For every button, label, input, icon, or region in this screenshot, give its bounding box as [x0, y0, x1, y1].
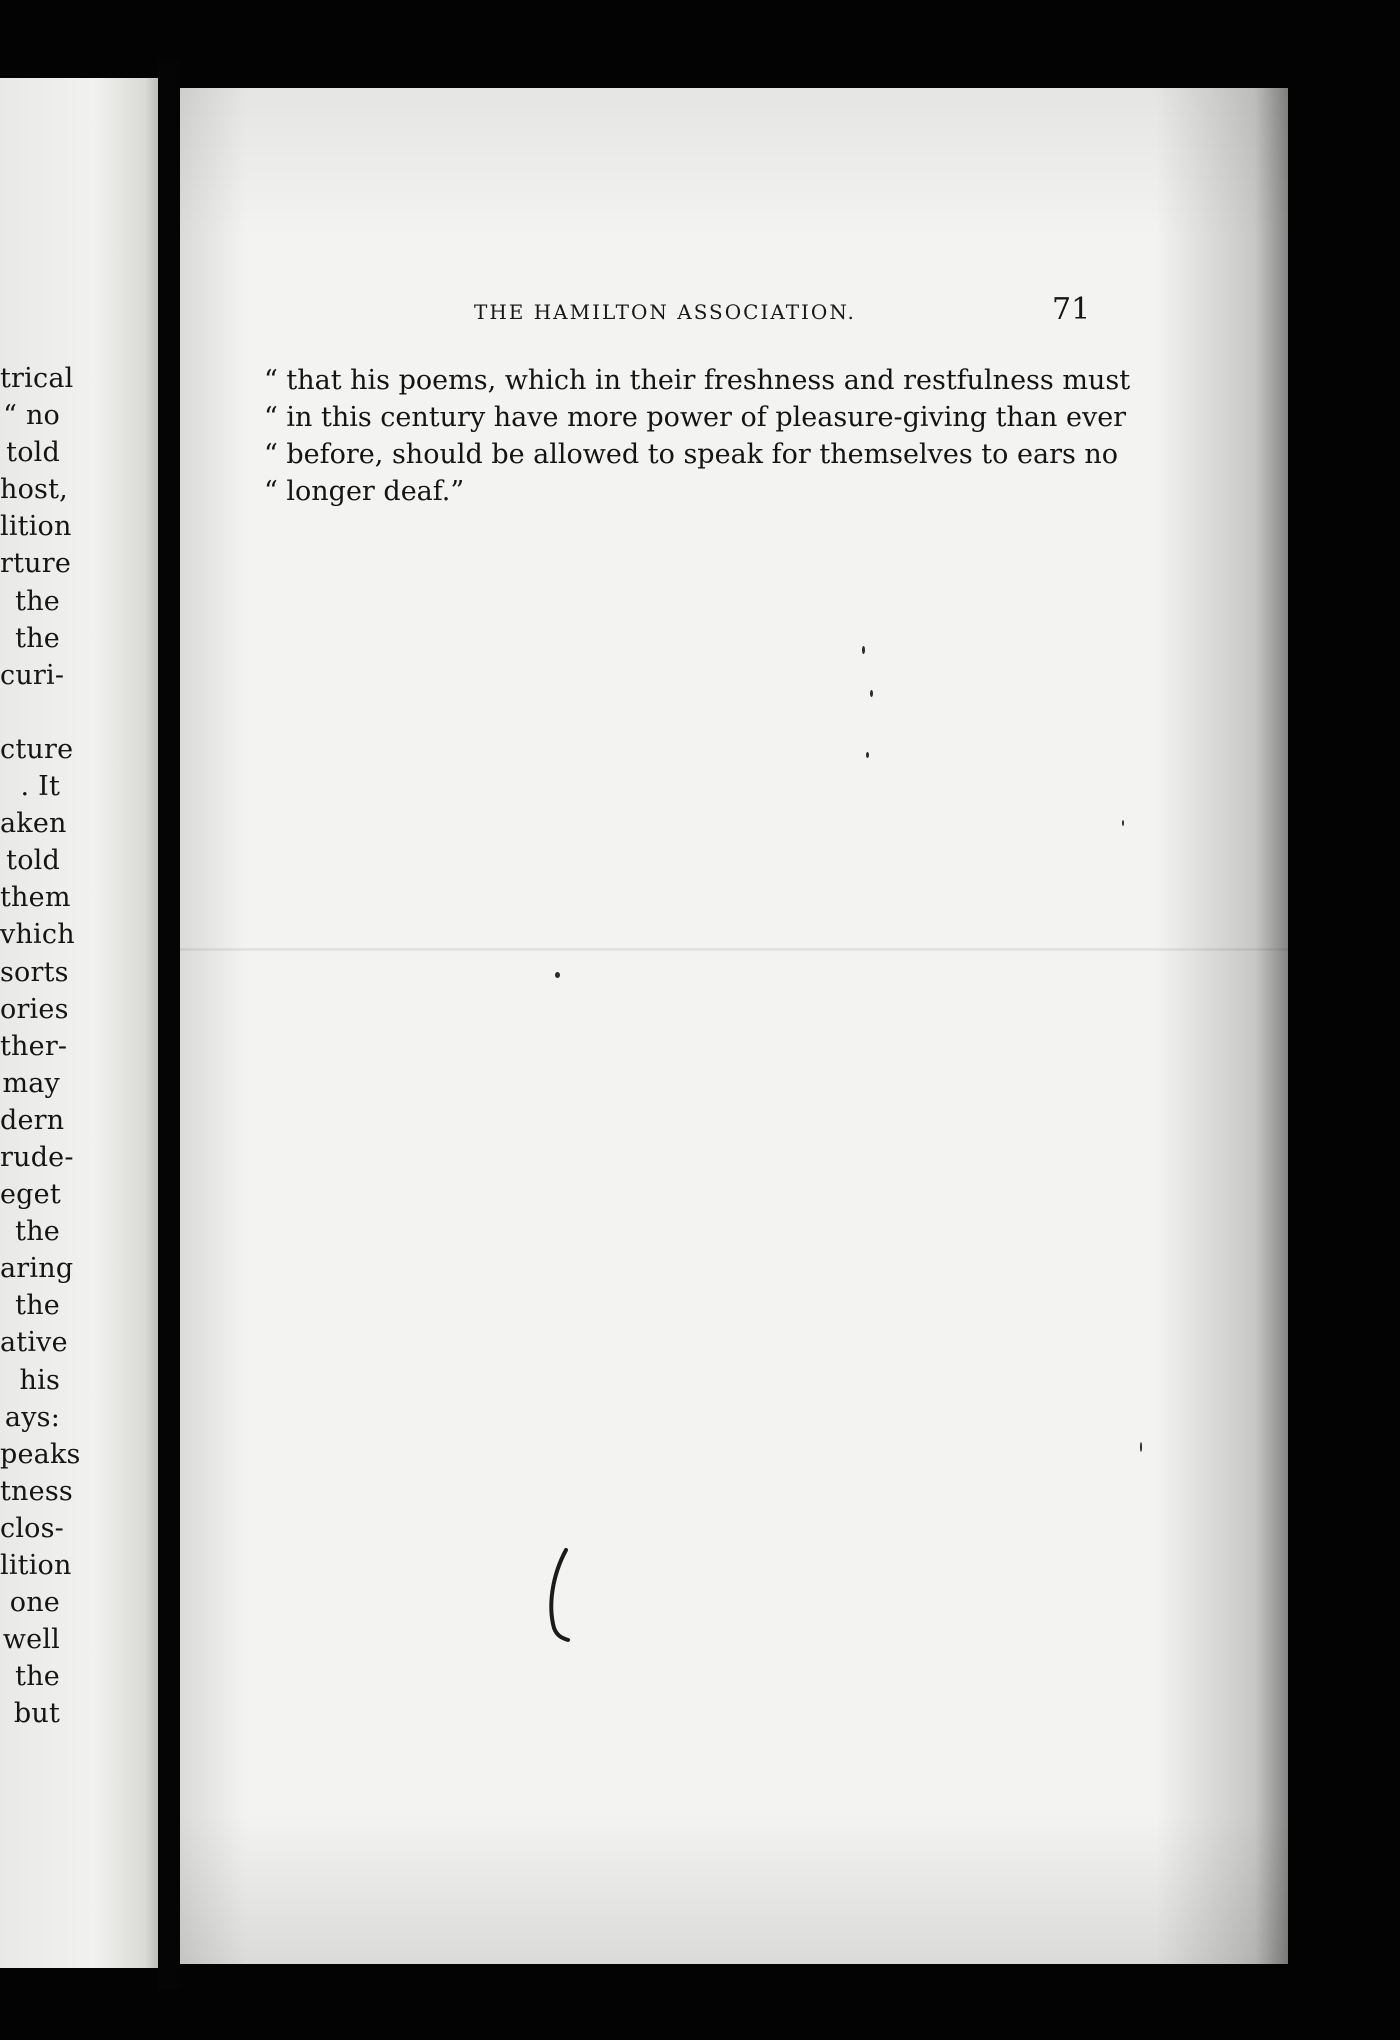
facing-page-line: the: [15, 622, 60, 654]
facing-page-line: trical: [0, 363, 74, 394]
ink-speck: [1140, 1442, 1142, 1452]
facing-page-line: lition: [0, 1550, 72, 1581]
body-line: “ longer deaf.”: [264, 476, 465, 507]
facing-page-line: the: [15, 585, 60, 617]
page-number: 71: [1052, 292, 1091, 327]
page-gutter: [158, 60, 180, 1990]
ink-speck: [1122, 820, 1124, 826]
ink-speck: [870, 690, 873, 697]
facing-page-line: well: [2, 1624, 60, 1656]
facing-page-line: the: [15, 1661, 60, 1693]
facing-page-line: cture: [0, 733, 74, 765]
facing-page-line: rture: [0, 548, 72, 580]
fold-crease: [180, 948, 1288, 951]
facing-page-line: dern: [0, 1104, 65, 1136]
facing-page-line: [0, 694, 60, 731]
facing-page-line: but: [13, 1698, 60, 1730]
body-line: “ in this century have more power of pleasure-giving than ever: [264, 402, 1127, 433]
facing-page-text: [0, 360, 81, 1732]
facing-page-line: host,: [0, 474, 68, 506]
facing-page-line: one: [9, 1587, 60, 1619]
facing-page-line: them: [0, 882, 71, 914]
ink-speck: [555, 972, 560, 978]
facing-page-line: “ no: [3, 400, 60, 432]
facing-page-left: [0, 78, 158, 1968]
facing-page-line: curi-: [0, 659, 65, 691]
facing-page-line: tness: [0, 1475, 73, 1507]
facing-page-line: peaks: [0, 1438, 81, 1470]
running-head: THE HAMILTON ASSOCIATION.: [474, 300, 856, 324]
ink-speck: [866, 752, 869, 758]
facing-page-line: told: [6, 845, 60, 877]
facing-page-line: rude-: [0, 1141, 74, 1173]
facing-page-line: aring: [0, 1253, 74, 1285]
facing-page-line: ories: [0, 993, 69, 1025]
facing-page-line: lition: [0, 511, 72, 543]
facing-page-line: the: [15, 1216, 60, 1248]
facing-page-line: ative: [0, 1327, 68, 1359]
page-71: [180, 88, 1288, 1964]
facing-page-line: his: [19, 1364, 60, 1396]
facing-page-line: eget: [0, 1179, 61, 1211]
facing-page-line: ther-: [0, 1030, 68, 1062]
facing-page-line: the: [15, 1290, 60, 1322]
body-text: [264, 362, 1131, 510]
facing-page-line: may: [2, 1067, 60, 1099]
facing-page-line: vhich: [0, 919, 75, 951]
facing-page-line: told: [6, 437, 60, 469]
ink-speck: [862, 646, 865, 654]
facing-page-line: aken: [0, 808, 67, 840]
facing-page-line: sorts: [0, 956, 69, 988]
facing-page-line: ays:: [4, 1401, 60, 1433]
body-line: “ that his poems, which in their freshness and restfulness must: [264, 365, 1131, 396]
body-line: “ before, should be allowed to speak for themselves to ears no: [264, 439, 1119, 470]
facing-page-line: . It: [20, 771, 60, 803]
pen-mark: [532, 1546, 592, 1646]
facing-page-line: clos-: [0, 1512, 64, 1544]
